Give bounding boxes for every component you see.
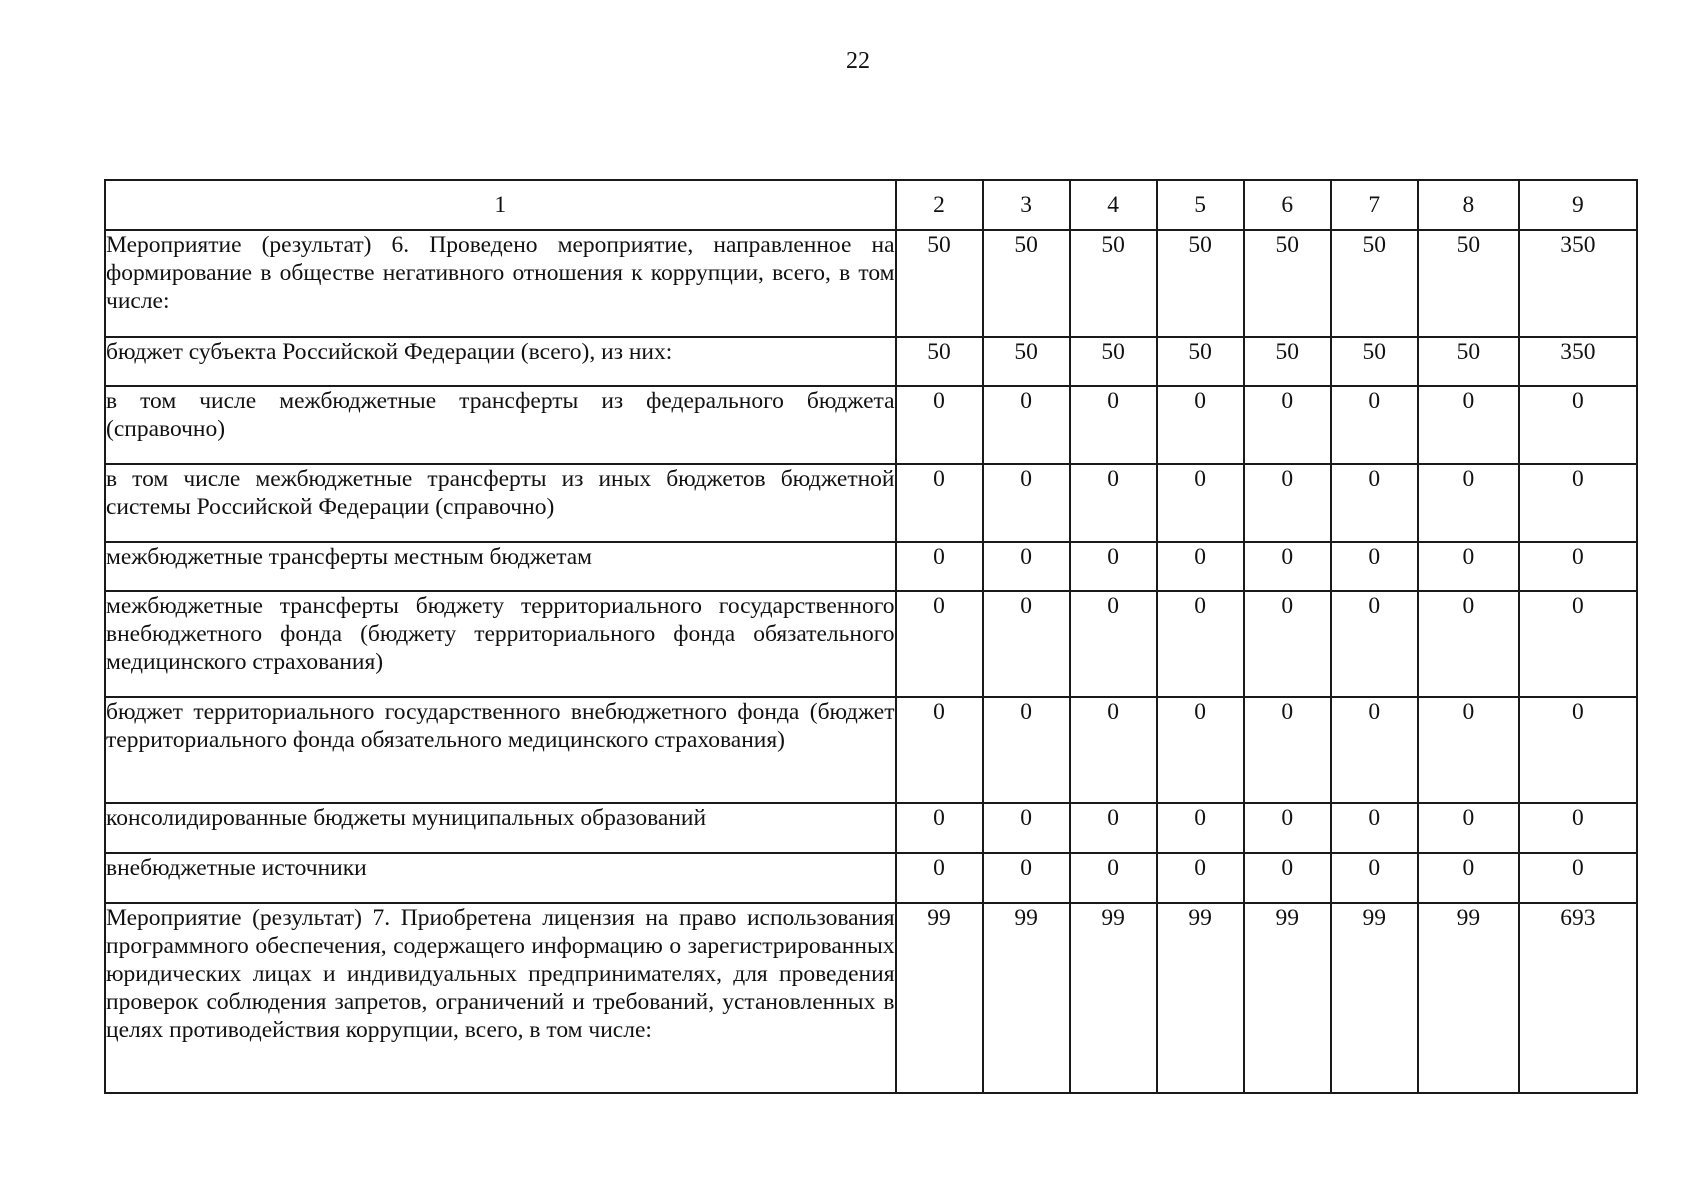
table-cell: 0 <box>1244 591 1331 697</box>
table-cell: 0 <box>1418 803 1519 853</box>
table-cell: 0 <box>1418 464 1519 542</box>
table-cell: 0 <box>896 464 983 542</box>
table-cell: 0 <box>1331 697 1418 803</box>
table-cell: 50 <box>1070 337 1157 386</box>
column-header: 4 <box>1070 180 1157 230</box>
row-label: в том числе межбюджетные трансферты из федерального бюджета (справочно) <box>105 386 896 464</box>
table-cell: 0 <box>1157 542 1244 591</box>
column-header: 3 <box>983 180 1070 230</box>
table-cell: 0 <box>1519 803 1637 853</box>
table-row <box>105 337 1637 386</box>
table-cell: 0 <box>1157 464 1244 542</box>
table-cell: 350 <box>1519 230 1637 337</box>
table-row <box>105 591 1637 697</box>
table-cell: 50 <box>1418 230 1519 337</box>
column-header: 7 <box>1331 180 1418 230</box>
column-header: 2 <box>896 180 983 230</box>
table-cell: 0 <box>1244 464 1331 542</box>
table-cell: 0 <box>1244 803 1331 853</box>
table-cell: 99 <box>1418 903 1519 1093</box>
table-cell: 99 <box>1331 903 1418 1093</box>
row-label: Мероприятие (результат) 6. Проведено мероприятие, направленное на формирование в обществе негативного отношения к коррупции, всего, в том числе: <box>105 230 896 337</box>
table-row <box>105 230 1637 337</box>
table-cell: 0 <box>1418 697 1519 803</box>
table-row <box>105 697 1637 803</box>
column-header: 8 <box>1418 180 1519 230</box>
row-label: консолидированные бюджеты муниципальных образований <box>105 803 896 853</box>
row-label: Мероприятие (результат) 7. Приобретена лицензия на право использования программного обеспечения, содержащего информацию о зарегистрированных юридических лицах и индивидуальных предпринимателях, для проведения проверок соблюдения запретов, ограничений и требований, установленных в целях противодействия коррупции, всего, в том числе: <box>105 903 896 1093</box>
table-cell: 0 <box>1157 386 1244 464</box>
table-row <box>105 903 1637 1093</box>
table-cell: 0 <box>1519 697 1637 803</box>
row-label: в том числе межбюджетные трансферты из иных бюджетов бюджетной системы Российской Федерации (справочно) <box>105 464 896 542</box>
row-label: межбюджетные трансферты местным бюджетам <box>105 542 896 591</box>
column-header: 5 <box>1157 180 1244 230</box>
table-cell: 0 <box>1070 697 1157 803</box>
table-cell: 0 <box>1244 542 1331 591</box>
table-cell: 50 <box>1418 337 1519 386</box>
table-cell: 50 <box>896 337 983 386</box>
table-cell: 0 <box>896 591 983 697</box>
table-cell: 0 <box>983 464 1070 542</box>
table-cell: 50 <box>983 230 1070 337</box>
table-cell: 0 <box>1418 542 1519 591</box>
table-row <box>105 386 1637 464</box>
table-cell: 99 <box>1244 903 1331 1093</box>
table-cell: 50 <box>1331 337 1418 386</box>
table-cell: 0 <box>983 542 1070 591</box>
table-cell: 0 <box>1331 386 1418 464</box>
table-cell: 0 <box>1418 591 1519 697</box>
table-cell: 0 <box>1519 591 1637 697</box>
table-cell: 0 <box>896 542 983 591</box>
table-cell: 50 <box>983 337 1070 386</box>
table-cell: 0 <box>1157 853 1244 903</box>
row-label: бюджет субъекта Российской Федерации (всего), из них: <box>105 337 896 386</box>
column-header: 6 <box>1244 180 1331 230</box>
table-cell: 0 <box>983 853 1070 903</box>
table-cell: 0 <box>1070 853 1157 903</box>
table-cell: 0 <box>983 803 1070 853</box>
table-row <box>105 464 1637 542</box>
table-cell: 99 <box>983 903 1070 1093</box>
table-cell: 50 <box>896 230 983 337</box>
table-cell: 50 <box>1157 337 1244 386</box>
table-cell: 0 <box>896 803 983 853</box>
table-cell: 50 <box>1244 337 1331 386</box>
table-cell: 50 <box>1070 230 1157 337</box>
table-cell: 0 <box>1519 853 1637 903</box>
table-cell: 0 <box>1331 853 1418 903</box>
table-cell: 0 <box>1070 542 1157 591</box>
table-cell: 0 <box>983 591 1070 697</box>
table-cell: 0 <box>1519 542 1637 591</box>
row-label: внебюджетные источники <box>105 853 896 903</box>
table-cell: 0 <box>983 697 1070 803</box>
table-cell: 50 <box>1331 230 1418 337</box>
table-cell: 0 <box>896 853 983 903</box>
table-cell: 0 <box>1070 803 1157 853</box>
table-row <box>105 542 1637 591</box>
table-cell: 0 <box>896 386 983 464</box>
row-label: межбюджетные трансферты бюджету территориального государственного внебюджетного фонда (бюджету территориального фонда обязательного медицинского страхования) <box>105 591 896 697</box>
table-cell: 0 <box>1070 386 1157 464</box>
table-cell: 0 <box>1157 803 1244 853</box>
table-cell: 99 <box>1070 903 1157 1093</box>
budget-table <box>104 179 1638 1094</box>
table-cell: 0 <box>1418 386 1519 464</box>
table-cell: 0 <box>1331 803 1418 853</box>
table-cell: 0 <box>1070 464 1157 542</box>
row-label: бюджет территориального государственного внебюджетного фонда (бюджет территориального фонда обязательного медицинского страхования) <box>105 697 896 803</box>
table-header-row <box>105 180 1637 230</box>
column-header: 1 <box>105 180 896 230</box>
page-number: 22 <box>846 48 870 74</box>
table-cell: 0 <box>896 697 983 803</box>
table-cell: 0 <box>1418 853 1519 903</box>
table-cell: 50 <box>1157 230 1244 337</box>
table-row <box>105 803 1637 853</box>
table-cell: 0 <box>1244 853 1331 903</box>
table-cell: 50 <box>1244 230 1331 337</box>
table-cell: 350 <box>1519 337 1637 386</box>
table-cell: 99 <box>896 903 983 1093</box>
table-cell: 0 <box>1157 697 1244 803</box>
table-cell: 0 <box>1070 591 1157 697</box>
table-cell: 0 <box>1157 591 1244 697</box>
table-cell: 99 <box>1157 903 1244 1093</box>
table-cell: 0 <box>1331 591 1418 697</box>
table-cell: 0 <box>1331 542 1418 591</box>
table-cell: 0 <box>1519 386 1637 464</box>
table-cell: 693 <box>1519 903 1637 1093</box>
column-header: 9 <box>1519 180 1637 230</box>
table-cell: 0 <box>1519 464 1637 542</box>
table-cell: 0 <box>1331 464 1418 542</box>
table-row <box>105 853 1637 903</box>
table-cell: 0 <box>1244 386 1331 464</box>
table-cell: 0 <box>1244 697 1331 803</box>
table-cell: 0 <box>983 386 1070 464</box>
